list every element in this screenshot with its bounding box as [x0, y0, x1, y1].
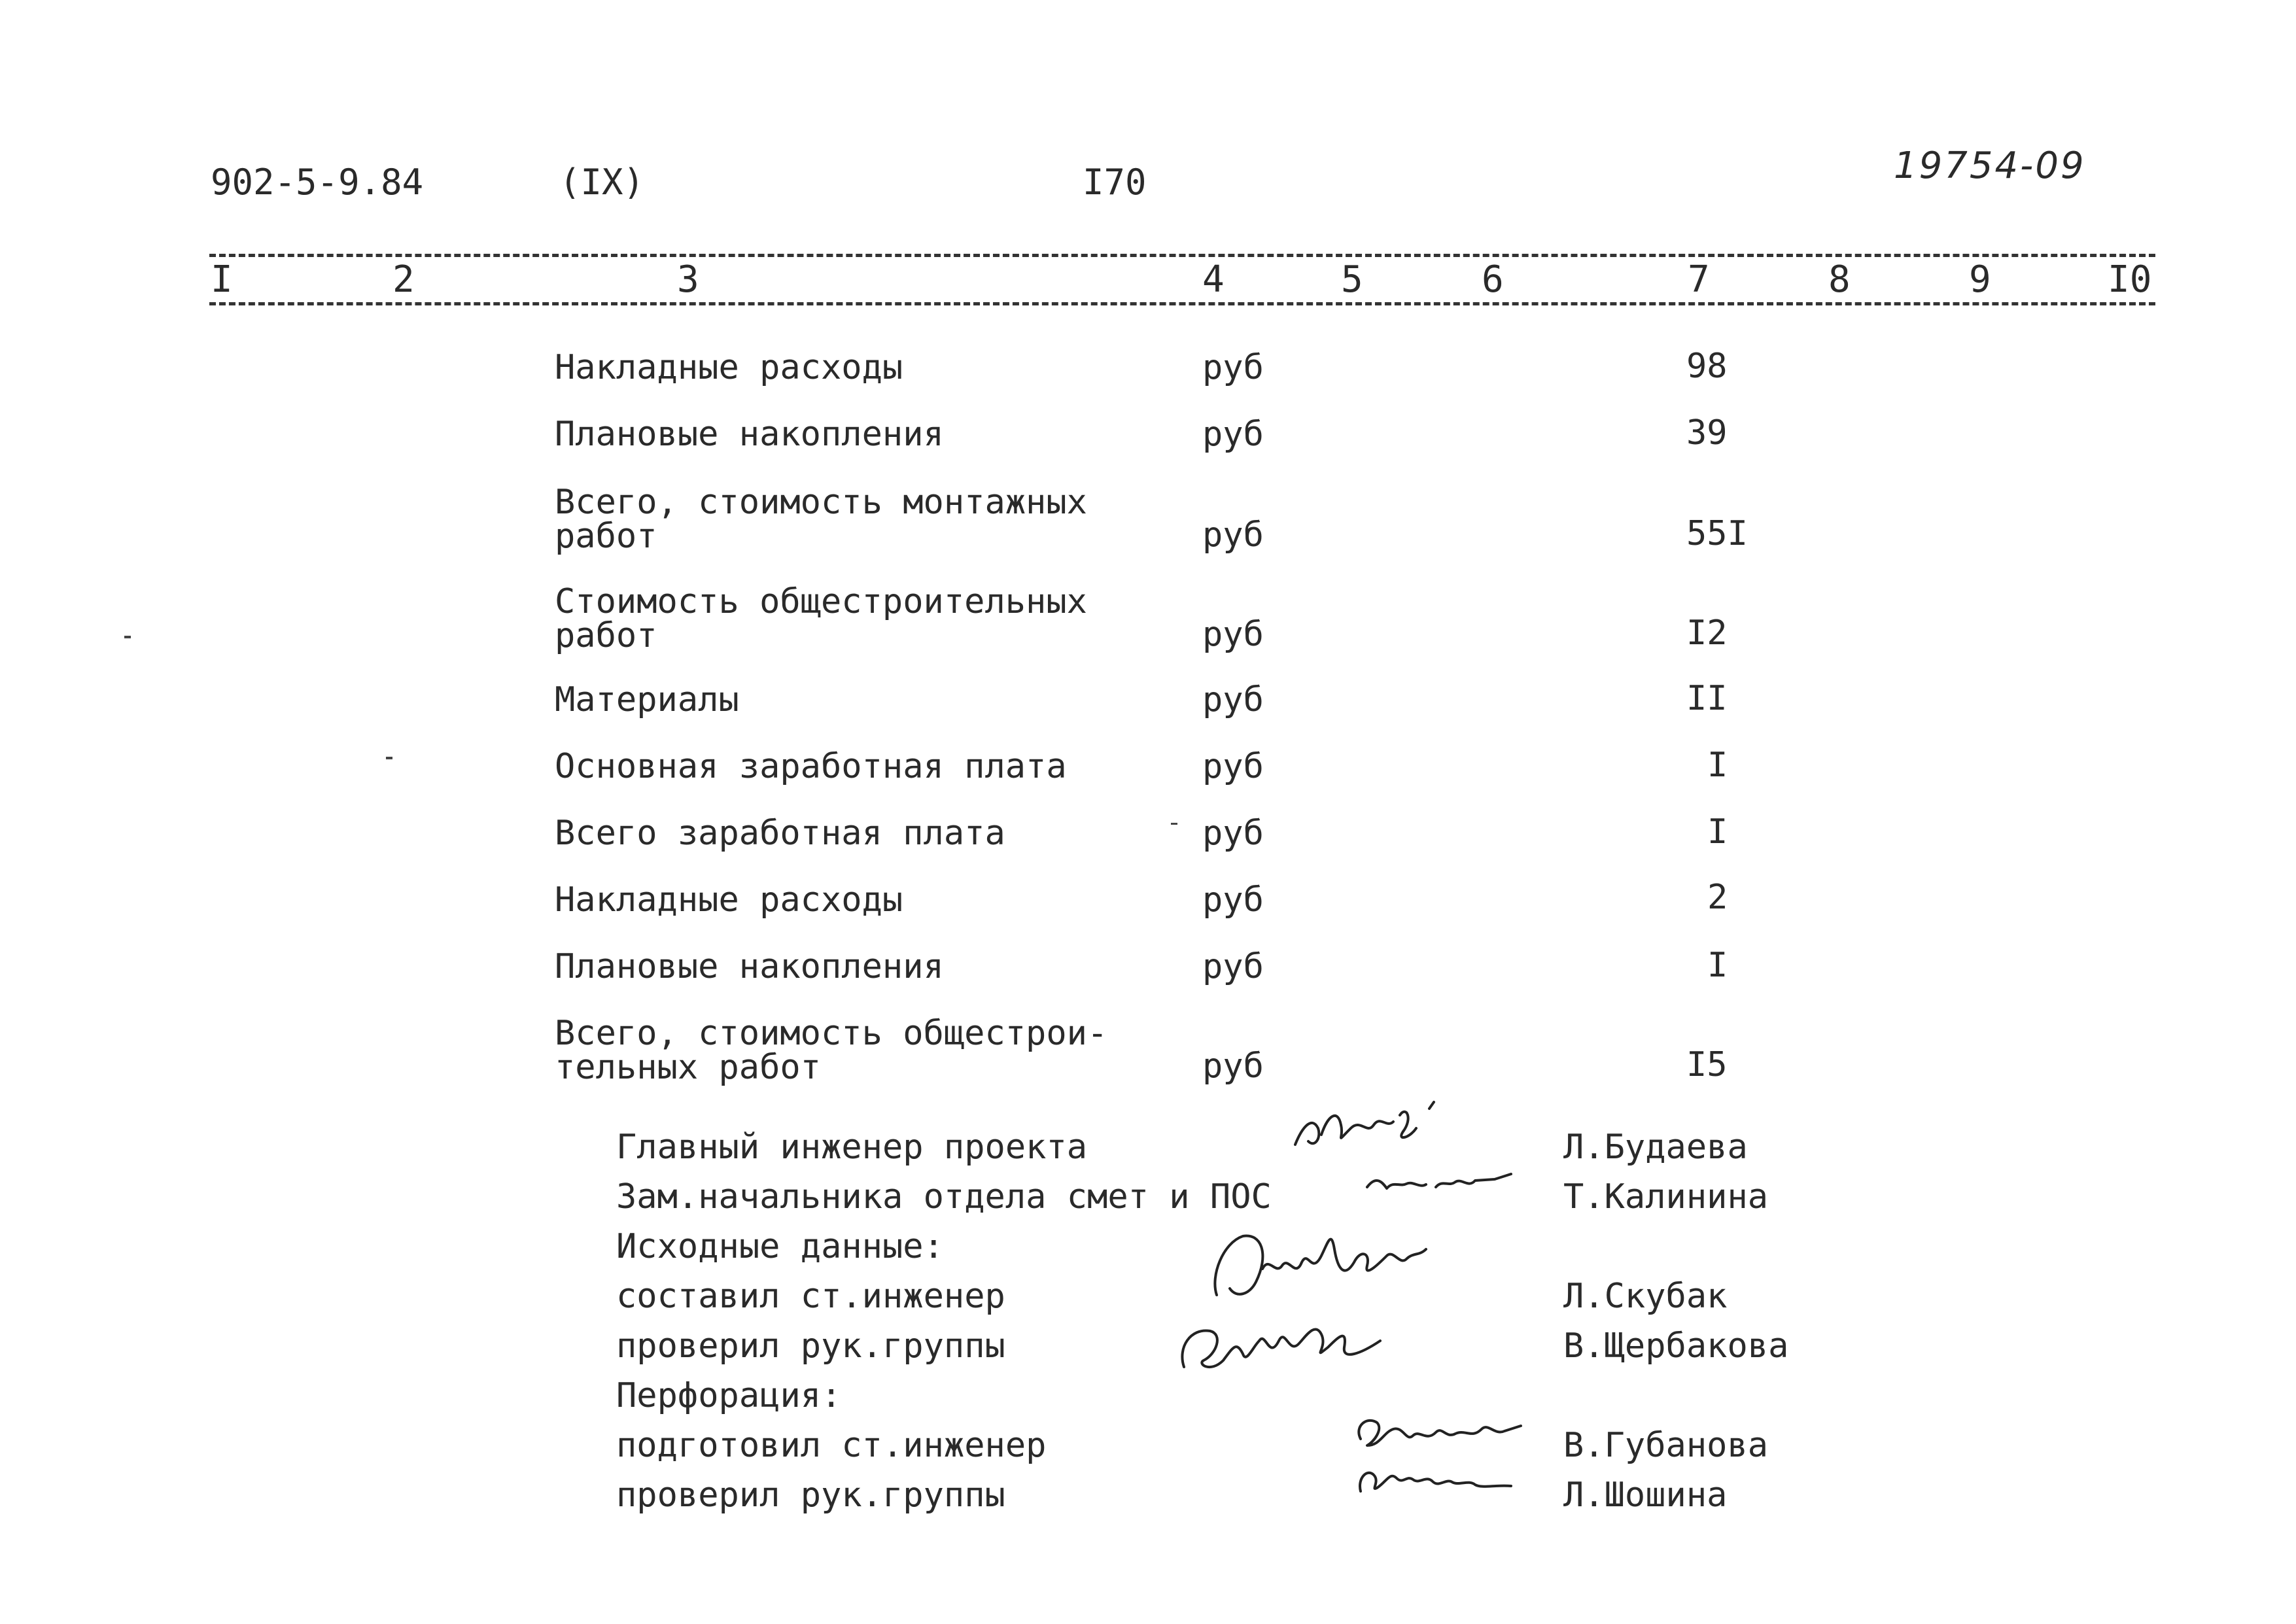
checked-name: В.Щербакова — [1563, 1326, 1789, 1366]
signature-budaeva — [1289, 1089, 1459, 1161]
checked-label: проверил рук.группы — [616, 1326, 1005, 1366]
column-number: 2 — [392, 258, 415, 301]
checked2-name: Л.Шошина — [1563, 1476, 1728, 1515]
deputy-name: Т.Калинина — [1563, 1177, 1769, 1217]
row-name-line1: Всего, стоимость общестрои- — [555, 1014, 1108, 1053]
compiled-label: составил ст.инженер — [616, 1277, 1005, 1316]
header-dashed-line-top — [209, 254, 2155, 257]
row-unit: руб — [1202, 1046, 1264, 1086]
chief-engineer-label: Главный инженер проекта — [616, 1128, 1088, 1167]
row-name-line1: Всего, стоимость монтажных — [555, 483, 1087, 522]
prepared-name: В.Губанова — [1563, 1426, 1769, 1465]
row-value: I — [1707, 746, 1728, 785]
row-value: I — [1707, 946, 1728, 985]
row-name: Всего заработная плата — [555, 814, 1005, 853]
row-name-line2: работ — [555, 517, 657, 556]
row-name: Материалы — [555, 680, 739, 719]
column-number: 3 — [677, 258, 699, 301]
column-number: 4 — [1202, 258, 1225, 301]
signature-skubak — [1197, 1217, 1459, 1315]
scan-speck — [386, 757, 392, 759]
row-value: 98 — [1686, 347, 1728, 386]
row-unit: руб — [1202, 348, 1264, 387]
row-unit: руб — [1202, 947, 1264, 986]
doc-code: 902-5-9.84 — [211, 162, 424, 203]
column-number: 5 — [1341, 258, 1363, 301]
row-value: 39 — [1686, 413, 1728, 453]
row-value: I5 — [1686, 1045, 1728, 1084]
row-name-line2: тельных работ — [555, 1048, 821, 1087]
column-number: I — [211, 258, 233, 301]
column-number: 7 — [1688, 258, 1710, 301]
row-name-line1: Стоимость общестроительных — [555, 582, 1087, 621]
row-unit: руб — [1202, 515, 1264, 555]
section-number: (IX) — [559, 162, 645, 203]
row-value: 55I — [1686, 514, 1748, 553]
perforation-label: Перфорация: — [616, 1376, 842, 1415]
row-unit: руб — [1202, 814, 1264, 853]
column-number: I0 — [2108, 258, 2152, 301]
row-name-line2: работ — [555, 616, 657, 655]
row-name: Основная заработная плата — [555, 747, 1067, 786]
source-data-label: Исходные данные: — [616, 1227, 944, 1266]
page-number: I70 — [1083, 162, 1147, 203]
row-unit: руб — [1202, 615, 1264, 654]
row-unit: руб — [1202, 880, 1264, 920]
chief-engineer-name: Л.Будаева — [1563, 1128, 1748, 1167]
row-name: Накладные расходы — [555, 348, 903, 387]
deputy-label: Зам.начальника отдела смет и ПОС — [616, 1177, 1272, 1217]
row-value: I — [1707, 812, 1728, 852]
signature-shoshina — [1348, 1452, 1531, 1504]
row-value: 2 — [1707, 878, 1728, 917]
row-name: Плановые накопления — [555, 415, 944, 454]
row-unit: руб — [1202, 680, 1264, 719]
row-unit: руб — [1202, 415, 1264, 454]
scan-speck — [1171, 823, 1177, 825]
signature-kalinina — [1361, 1161, 1518, 1200]
signature-scherbakova — [1171, 1302, 1433, 1393]
column-number: 9 — [1969, 258, 1991, 301]
scan-speck — [124, 636, 131, 638]
archive-number: 19754-09 — [1894, 145, 2086, 187]
signature-gubanova — [1348, 1406, 1531, 1459]
compiled-name: Л.Скубак — [1563, 1277, 1728, 1316]
row-unit: руб — [1202, 747, 1264, 786]
row-value: I2 — [1686, 613, 1728, 653]
row-value: II — [1686, 679, 1728, 718]
column-number: 6 — [1482, 258, 1504, 301]
header-dashed-line-bottom — [209, 302, 2155, 305]
checked2-label: проверил рук.группы — [616, 1476, 1005, 1515]
prepared-label: подготовил ст.инженер — [616, 1426, 1047, 1465]
column-number: 8 — [1828, 258, 1851, 301]
row-name: Накладные расходы — [555, 880, 903, 920]
row-name: Плановые накопления — [555, 947, 944, 986]
